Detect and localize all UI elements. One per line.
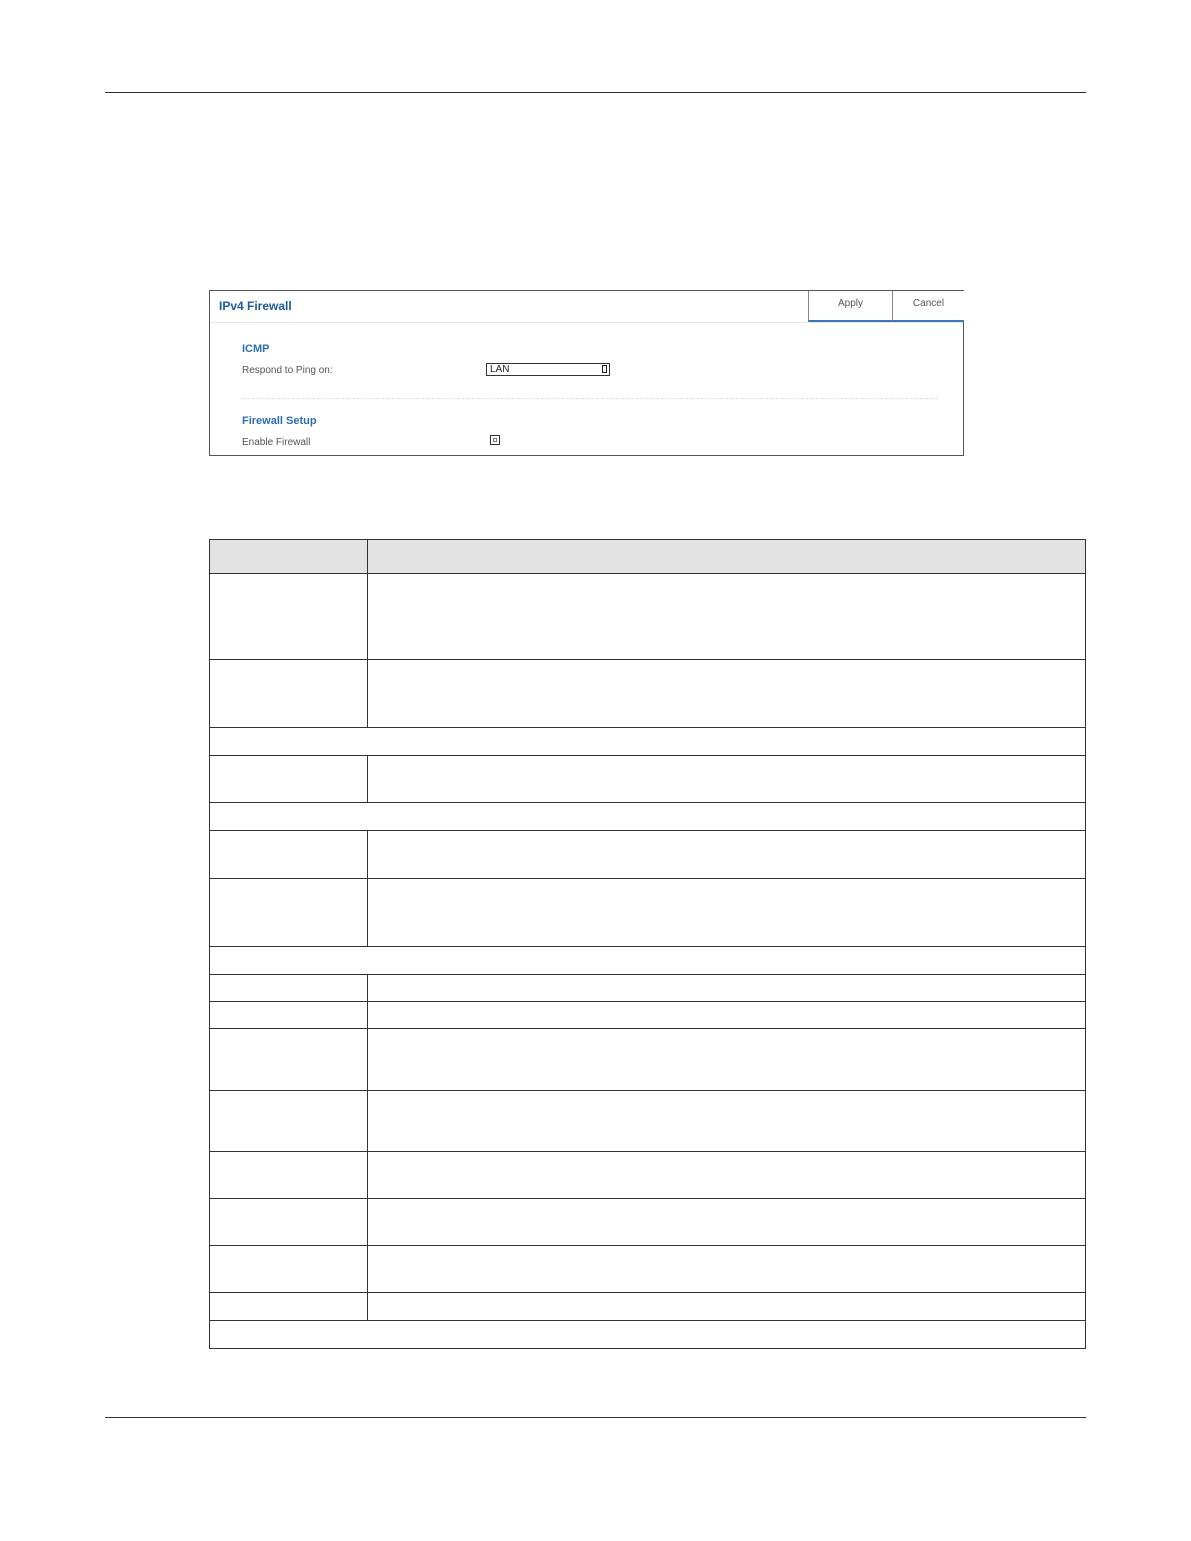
firewall-setup-section-title: Firewall Setup [242,415,317,427]
table-cell-description [368,974,1085,1001]
respond-to-ping-select[interactable] [486,363,610,376]
table-cell-description [368,573,1085,659]
table-cell-label [210,1090,368,1151]
enable-firewall-label: Enable Firewall [242,437,311,448]
icmp-section-title: ICMP [242,343,270,355]
table-section-row [209,802,1086,831]
respond-to-ping-label: Respond to Ping on: [242,365,333,376]
enable-firewall-checkbox[interactable] [490,435,500,445]
table-cell-description [368,1245,1085,1292]
header-rule [105,92,1086,93]
table-header-row [209,539,1086,574]
table-cell-label [210,727,1085,755]
respond-to-ping-value: LAN [490,364,510,375]
table-cell-description [368,540,1085,573]
table-cell-description [368,659,1085,727]
table-row [209,659,1086,728]
table-section-row [209,946,1086,975]
table-cell-label [210,573,368,659]
table-cell-label [210,1292,368,1320]
table-cell-label [210,946,1085,974]
section-divider [242,398,938,399]
table-row [209,1028,1086,1091]
dropdown-arrow-icon [602,365,607,373]
table-cell-label [210,1001,368,1028]
table-row [209,1090,1086,1152]
table-cell-label [210,802,1085,830]
table-row [209,878,1086,947]
table-cell-description [368,1028,1085,1090]
panel-header [210,291,963,323]
table-row [209,1198,1086,1246]
table-cell-description [368,830,1085,878]
table-cell-description [368,1090,1085,1151]
table-row [209,1245,1086,1293]
table-cell-label [210,755,368,802]
table-cell-description [368,1292,1085,1320]
table-cell-description [368,1198,1085,1245]
table-row [209,830,1086,879]
table-cell-label [210,1320,1085,1348]
table-row [209,1151,1086,1199]
panel-title: IPv4 Firewall [219,299,292,313]
table-cell-label [210,830,368,878]
cancel-button[interactable]: Cancel [892,291,964,322]
table-cell-description [368,878,1085,946]
table-cell-description [368,1001,1085,1028]
table-cell-label [210,1151,368,1198]
table-cell-label [210,659,368,727]
table-row [209,974,1086,1002]
footer-rule [105,1417,1086,1418]
table-cell-label [210,1198,368,1245]
table-row [209,1001,1086,1029]
table-cell-label [210,540,368,573]
table-cell-label [210,1028,368,1090]
table-cell-description [368,1151,1085,1198]
table-section-row [209,727,1086,756]
table-cell-description [368,755,1085,802]
table-cell-label [210,878,368,946]
table-row [209,1292,1086,1321]
ipv4-firewall-panel [209,290,964,456]
table-row [209,755,1086,803]
apply-button[interactable]: Apply [808,291,892,322]
table-section-row [209,1320,1086,1349]
table-cell-label [210,974,368,1001]
table-cell-label [210,1245,368,1292]
table-row [209,573,1086,660]
